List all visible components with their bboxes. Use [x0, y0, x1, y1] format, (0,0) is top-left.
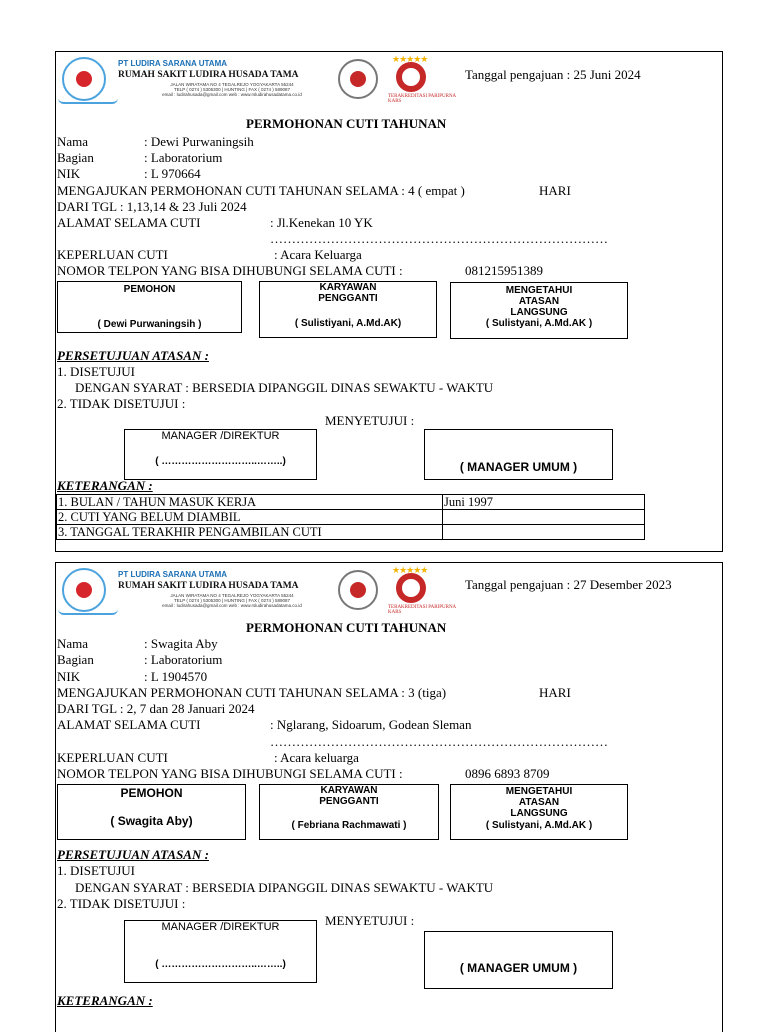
alamat-label: ALAMAT SELAMA CUTI [57, 717, 201, 732]
pemohon-name: ( Dewi Purwaningsih ) [97, 319, 202, 330]
tidak-disetujui-text: 2. TIDAK DISETUJUI : [57, 396, 186, 411]
telpon-label: NOMOR TELPON YANG BISA DIHUBUNGI SELAMA CUTI : [57, 263, 403, 278]
manager-direktur-box: MANAGER /DIREKTUR ( ………………………..……..) [124, 429, 317, 480]
pengganti-name: ( Sulistiyani, A.Md.AK) [294, 318, 402, 329]
hospital-address: JALAN WIRATAMA NO 4 TEGALREJO YOGYAKARTA 55244 TELP ( 0274 ) 5305300 | HUNTING | FAX ( 0274 ) 589087 email : ludirahusada@gmail.com web : www.rsludirahusadatama.co.id [162, 593, 302, 608]
atasan-box: MENGETAHUI ATASAN LANGSUNG ( Sulistyani, A.Md.AK ) [450, 784, 628, 840]
kars-q-icon [396, 573, 426, 603]
menyetujui-text: MENYETUJUI : [325, 913, 415, 928]
keperluan-value: : Acara Keluarga [274, 247, 362, 262]
pengganti-name: ( Febriana Rachmawati ) [291, 820, 407, 831]
telpon-label: NOMOR TELPON YANG BISA DIHUBUNGI SELAMA CUTI : [57, 766, 403, 781]
keterangan-heading: KETERANGAN : [57, 478, 153, 493]
form-title: PERMOHONAN CUTI TAHUNAN [246, 116, 447, 131]
leave-form-1 [55, 51, 723, 552]
submission-date: Tanggal pengajuan : 25 Juni 2024 [465, 67, 641, 82]
keperluan-value: : Acara keluarga [274, 750, 359, 765]
bagian-value: : Laboratorium [144, 150, 223, 165]
submission-date: Tanggal pengajuan : 27 Desember 2023 [465, 577, 672, 592]
manager-umum-label: ( MANAGER UMUM ) [459, 460, 578, 474]
hari-label: HARI [539, 685, 571, 700]
nama-value: : Dewi Purwaningsih [144, 134, 254, 149]
hospital-logo-icon [62, 568, 106, 612]
pengganti-box: KARYAWAN PENGGANTI ( Sulistiyani, A.Md.AK) [259, 281, 437, 338]
manager-direktur-box: MANAGER /DIREKTUR ( ………………………..……..) [124, 920, 317, 983]
atasan-name: ( Sulistyani, A.Md.AK ) [485, 820, 593, 831]
seal-icon [338, 570, 378, 610]
nama-value: : Swagita Aby [144, 636, 218, 651]
atasan-name: ( Sulistyani, A.Md.AK ) [485, 318, 593, 329]
keterangan-table [56, 494, 645, 540]
manager-umum-box [424, 931, 613, 989]
syarat-text: DENGAN SYARAT : BERSEDIA DIPANGGIL DINAS SEWAKTU - WAKTU [75, 380, 494, 395]
nama-label: Nama [57, 134, 89, 149]
bagian-label: Bagian [57, 652, 94, 667]
nik-value: : L 970664 [144, 166, 201, 181]
seal-icon [338, 59, 378, 99]
bagian-value: : Laboratorium [144, 652, 223, 667]
logo-swoosh [58, 98, 118, 104]
telpon-value: 081215951389 [465, 263, 543, 278]
pengganti-box: KARYAWAN PENGGANTI ( Febriana Rachmawati ) [259, 784, 439, 840]
hari-label: HARI [539, 183, 571, 198]
alamat-value: : Nglarang, Sidoarum, Godean Sleman [270, 717, 472, 732]
keperluan-label: KEPERLUAN CUTI [57, 750, 168, 765]
pemohon-box: PEMOHON ( Swagita Aby) [57, 784, 246, 840]
manager-umum-label: ( MANAGER UMUM ) [459, 961, 578, 975]
manager-direktur-dots: ( ………………………..……..) [155, 959, 286, 970]
duration-text: MENGAJUKAN PERMOHONAN CUTI TAHUNAN SELAMA : 4 ( empat ) [57, 183, 465, 198]
duration-text: MENGAJUKAN PERMOHONAN CUTI TAHUNAN SELAMA : 3 (tiga) [57, 685, 447, 700]
nama-label: Nama [57, 636, 89, 651]
letterhead [58, 565, 456, 615]
disetujui-text: 1. DISETUJUI [57, 863, 135, 878]
alamat-label: ALAMAT SELAMA CUTI [57, 215, 201, 230]
company-name: PT LUDIRA SARANA UTAMA [118, 59, 228, 68]
hospital-address: JALAN WIRATAMA NO 4 TEGALREJO YOGYAKARTA 55244 TELP ( 0274 ) 5305300 | HUNTING | FAX ( 0274 ) 589087 email : ludirahusada@gmail.com web : www.rsludirahusadatama.co.id [162, 82, 302, 97]
bagian-label: Bagian [57, 150, 94, 165]
letterhead [58, 54, 456, 104]
manager-direktur-dots: ( ………………………..……..) [155, 456, 286, 467]
persetujuan-heading: PERSETUJUAN ATASAN : [57, 348, 209, 363]
menyetujui-text: MENYETUJUI : [325, 413, 415, 428]
hospital-logo-icon [62, 57, 106, 101]
manager-umum-box [424, 429, 613, 480]
telpon-value: 0896 6893 8709 [465, 766, 550, 781]
company-name: PT LUDIRA SARANA UTAMA [118, 570, 228, 579]
dates-text: DARI TGL : 2, 7 dan 28 Januari 2024 [57, 701, 255, 716]
alamat-dots: …………………………………………………………………… [270, 734, 608, 749]
logo-swoosh [58, 609, 118, 615]
hospital-name: RUMAH SAKIT LUDIRA HUSADA TAMA [118, 581, 299, 591]
disetujui-text: 1. DISETUJUI [57, 364, 135, 379]
table-row: 2. CUTI YANG BELUM DIAMBIL [57, 510, 645, 525]
keterangan-heading: KETERANGAN : [57, 993, 153, 1008]
hospital-name: RUMAH SAKIT LUDIRA HUSADA TAMA [118, 70, 299, 80]
dates-text: DARI TGL : 1,13,14 & 23 Juli 2024 [57, 199, 247, 214]
leave-form-2 [55, 562, 723, 1032]
stars-icon: ★★★★★ [392, 565, 428, 575]
table-row: 3. TANGGAL TERAKHIR PENGAMBILAN CUTI [57, 525, 645, 540]
form-title: PERMOHONAN CUTI TAHUNAN [246, 620, 447, 635]
alamat-dots: …………………………………………………………………… [270, 231, 608, 246]
table-row: 1. BULAN / TAHUN MASUK KERJA Juni 1997 [57, 495, 645, 510]
tidak-disetujui-text: 2. TIDAK DISETUJUI : [57, 896, 186, 911]
kars-q-icon [396, 62, 426, 92]
keperluan-label: KEPERLUAN CUTI [57, 247, 168, 262]
syarat-text: DENGAN SYARAT : BERSEDIA DIPANGGIL DINAS SEWAKTU - WAKTU [75, 880, 494, 895]
nik-label: NIK [57, 166, 81, 181]
kars-logo: ★★★★★ TERAKREDITASI PARIPURNA KARS [388, 54, 456, 104]
nik-value: : L 1904570 [144, 669, 208, 684]
atasan-box: MENGETAHUI ATASAN LANGSUNG ( Sulistyani, A.Md.AK ) [450, 282, 628, 339]
persetujuan-heading: PERSETUJUAN ATASAN : [57, 847, 209, 862]
nik-label: NIK [57, 669, 81, 684]
pemohon-name: ( Swagita Aby) [110, 814, 193, 828]
pemohon-box: PEMOHON ( Dewi Purwaningsih ) [57, 281, 242, 333]
kars-logo: ★★★★★ TERAKREDITASI PARIPURNA KARS [388, 565, 456, 615]
stars-icon: ★★★★★ [392, 54, 428, 64]
alamat-value: : Jl.Kenekan 10 YK [270, 215, 373, 230]
